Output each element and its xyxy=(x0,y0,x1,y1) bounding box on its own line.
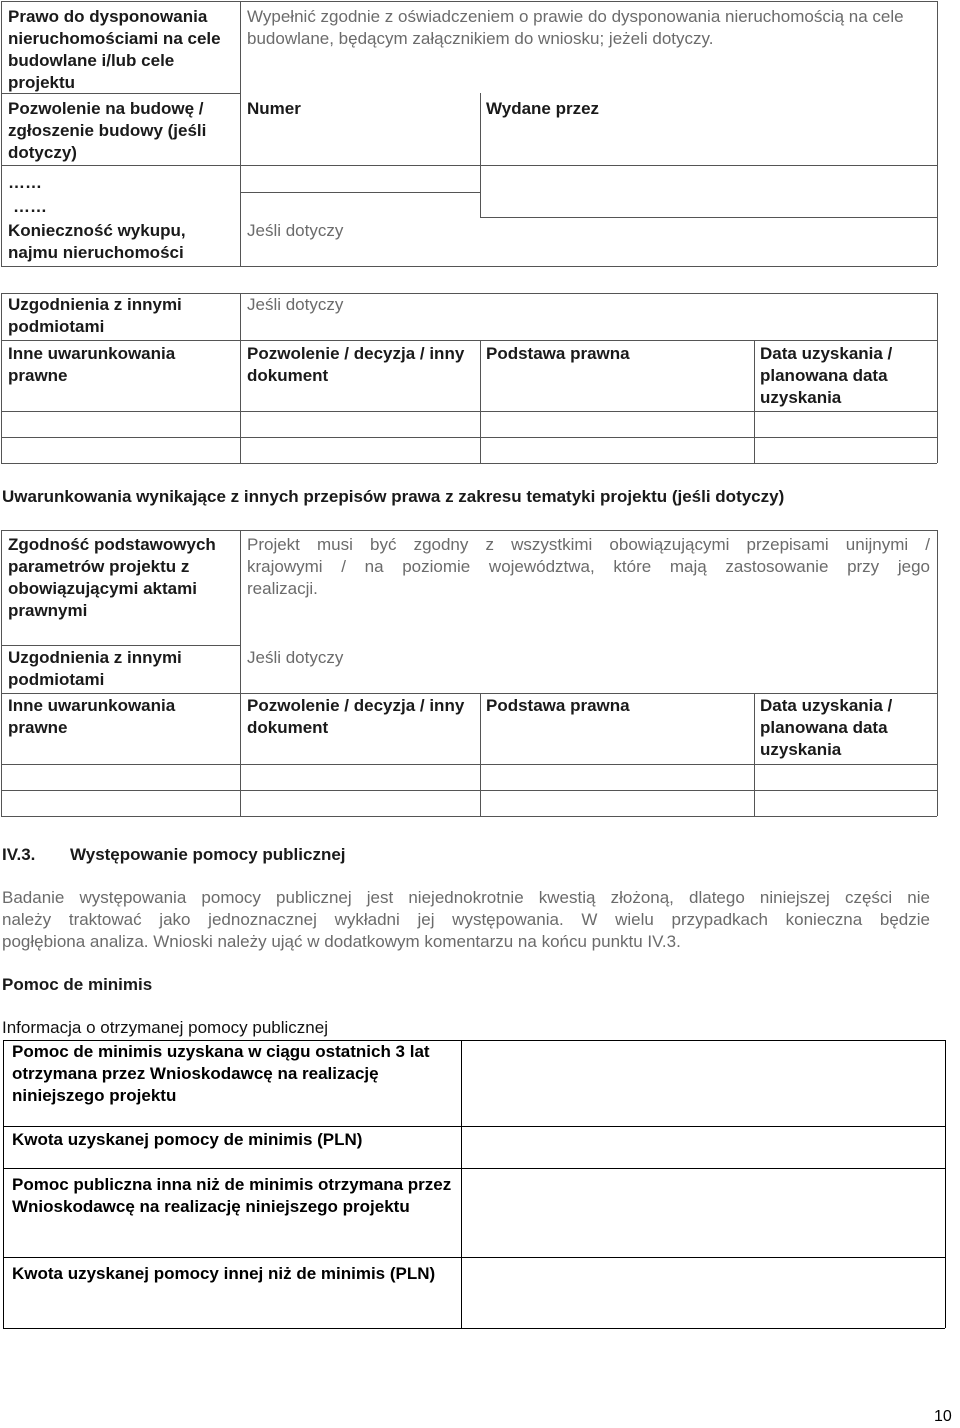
divider xyxy=(1,266,937,267)
divider xyxy=(240,530,241,816)
divider xyxy=(1,530,2,816)
podstawa-header: Podstawa prawna xyxy=(486,696,630,715)
koniecznosc-label: Konieczność wykupu, najmu nieruchomości xyxy=(8,221,186,262)
pozwolenie-header: Pozwolenie / decyzja / inny dokument xyxy=(247,344,465,385)
divider xyxy=(945,1040,946,1328)
divider xyxy=(3,1040,4,1328)
divider xyxy=(240,165,937,166)
pomoc-inna-value[interactable] xyxy=(470,1172,938,1252)
divider xyxy=(1,790,937,791)
wydane-przez-header: Wydane przez xyxy=(486,99,600,118)
divider xyxy=(1,816,937,817)
divider xyxy=(1,530,937,531)
divider xyxy=(480,340,481,463)
divider xyxy=(240,693,937,694)
divider xyxy=(240,293,241,463)
divider xyxy=(480,217,937,218)
data-uzyskania-header: Data uzyskania / planowana data uzyskania xyxy=(760,344,893,407)
divider xyxy=(754,340,755,463)
divider xyxy=(240,1,241,266)
divider xyxy=(3,1257,945,1258)
section-title: Występowanie pomocy publicznej xyxy=(70,845,346,864)
podstawa-header: Podstawa prawna xyxy=(486,344,630,363)
divider xyxy=(1,411,937,412)
ellipsis-2: …… xyxy=(13,197,47,216)
divider xyxy=(1,437,937,438)
section-number: IV.3. xyxy=(2,845,36,864)
pozwolenie-header: Pozwolenie / decyzja / inny dokument xyxy=(247,696,465,737)
prawo-label: Prawo do dysponowania nieruchomościami na cele budowlane i/lub cele projektu xyxy=(8,7,221,92)
pozwolenie-line3: dotyczy) xyxy=(8,143,77,162)
instruction-text: Wypełnić zgodnie z oświadczeniem o prawie do dysponowania nieruchomością na cele budowlane, będącym załącznikiem do wniosku; jeżeli dotyczy. xyxy=(247,7,904,48)
divider xyxy=(1,463,937,464)
divider xyxy=(480,93,481,218)
de-minimis-3-lata-label: Pomoc de minimis uzyskana w ciągu ostatnich 3 lat otrzymana przez Wnioskodawcę na realizację niniejszego projektu xyxy=(12,1042,430,1105)
kwota-de-minimis-label: Kwota uzyskanej pomocy de minimis (PLN) xyxy=(12,1130,363,1149)
pozwolenie-line1: Pozwolenie na budowę / xyxy=(8,99,204,118)
divider xyxy=(3,1126,945,1127)
section-heading: Uwarunkowania wynikające z innych przepisów prawa z zakresu tematyki projektu (jeśli dotyczy) xyxy=(2,487,785,506)
divider xyxy=(1,340,937,341)
pozwolenie-label xyxy=(8,98,236,164)
divider xyxy=(1,645,240,646)
inne-uwarunkowania-label: Inne uwarunkowania prawne xyxy=(8,344,176,385)
page-number: 10 xyxy=(934,1408,952,1425)
divider xyxy=(461,1040,462,1328)
divider xyxy=(754,693,755,816)
divider xyxy=(937,293,938,463)
divider xyxy=(480,693,481,816)
divider xyxy=(937,1,938,266)
kwota-inna-label: Kwota uzyskanej pomocy innej niż de minimis (PLN) xyxy=(12,1264,436,1283)
uzgodnienia-label: Uzgodnienia z innymi podmiotami xyxy=(8,295,182,336)
divider xyxy=(1,1,2,266)
paragraph-line2: należy traktować jako jednoznacznej wykładni jej występowania. W wielu przypadkach konieczna będzie xyxy=(2,910,930,929)
divider xyxy=(3,1168,945,1169)
de-minimis-3-lata-value[interactable] xyxy=(470,1044,938,1122)
projekt-text xyxy=(247,534,930,600)
pomoc-inna-label: Pomoc publiczna inna niż de minimis otrzymana przez Wnioskodawcę na realizację niniejszego projektu xyxy=(12,1175,452,1216)
numer-header: Numer xyxy=(247,99,301,118)
projekt-line1: Projekt musi być zgodny z wszystkimi obowiązującymi przepisami unijnymi / xyxy=(247,535,930,554)
divider xyxy=(3,1328,945,1329)
inne-uwarunkowania-label: Inne uwarunkowania prawne xyxy=(8,696,176,737)
divider xyxy=(937,530,938,816)
data-uzyskania-header: Data uzyskania / planowana data uzyskania xyxy=(760,696,893,759)
kwota-inna-value[interactable] xyxy=(470,1261,938,1323)
divider xyxy=(240,192,480,193)
info-label: Informacja o otrzymanej pomocy publicznej xyxy=(2,1018,328,1037)
divider xyxy=(1,1,937,2)
intro-paragraph xyxy=(2,887,930,953)
divider xyxy=(1,693,240,694)
uzgodnienia-label: Uzgodnienia z innymi podmiotami xyxy=(8,648,182,689)
pozwolenie-line2: zgłoszenie budowy (jeśli xyxy=(8,121,207,140)
divider xyxy=(1,165,240,166)
jesli-dotyczy-text: Jeśli dotyczy xyxy=(247,648,344,667)
subheading: Pomoc de minimis xyxy=(2,975,153,994)
divider xyxy=(1,293,2,463)
jesli-dotyczy-text: Jeśli dotyczy xyxy=(247,295,344,314)
projekt-line2: krajowymi / na poziomie województwa, które mają zastosowanie przy jego xyxy=(247,557,930,576)
paragraph-line1: Badanie występowania pomocy publicznej jest niejednokrotnie kwestią złożoną, dlatego niniejszej części nie xyxy=(2,888,930,907)
paragraph-line3: pogłębiona analiza. Wnioski należy ująć w dodatkowym komentarzu na końcu punktu IV.3. xyxy=(2,932,681,951)
jesli-dotyczy-text: Jeśli dotyczy xyxy=(247,221,344,240)
projekt-line3: realizacji. xyxy=(247,579,318,598)
ellipsis-1: …… xyxy=(8,173,42,192)
kwota-de-minimis-value[interactable] xyxy=(470,1130,938,1164)
divider xyxy=(1,764,937,765)
zgodnosc-label: Zgodność podstawowych parametrów projektu z obowiązującymi aktami prawnymi xyxy=(8,535,216,620)
